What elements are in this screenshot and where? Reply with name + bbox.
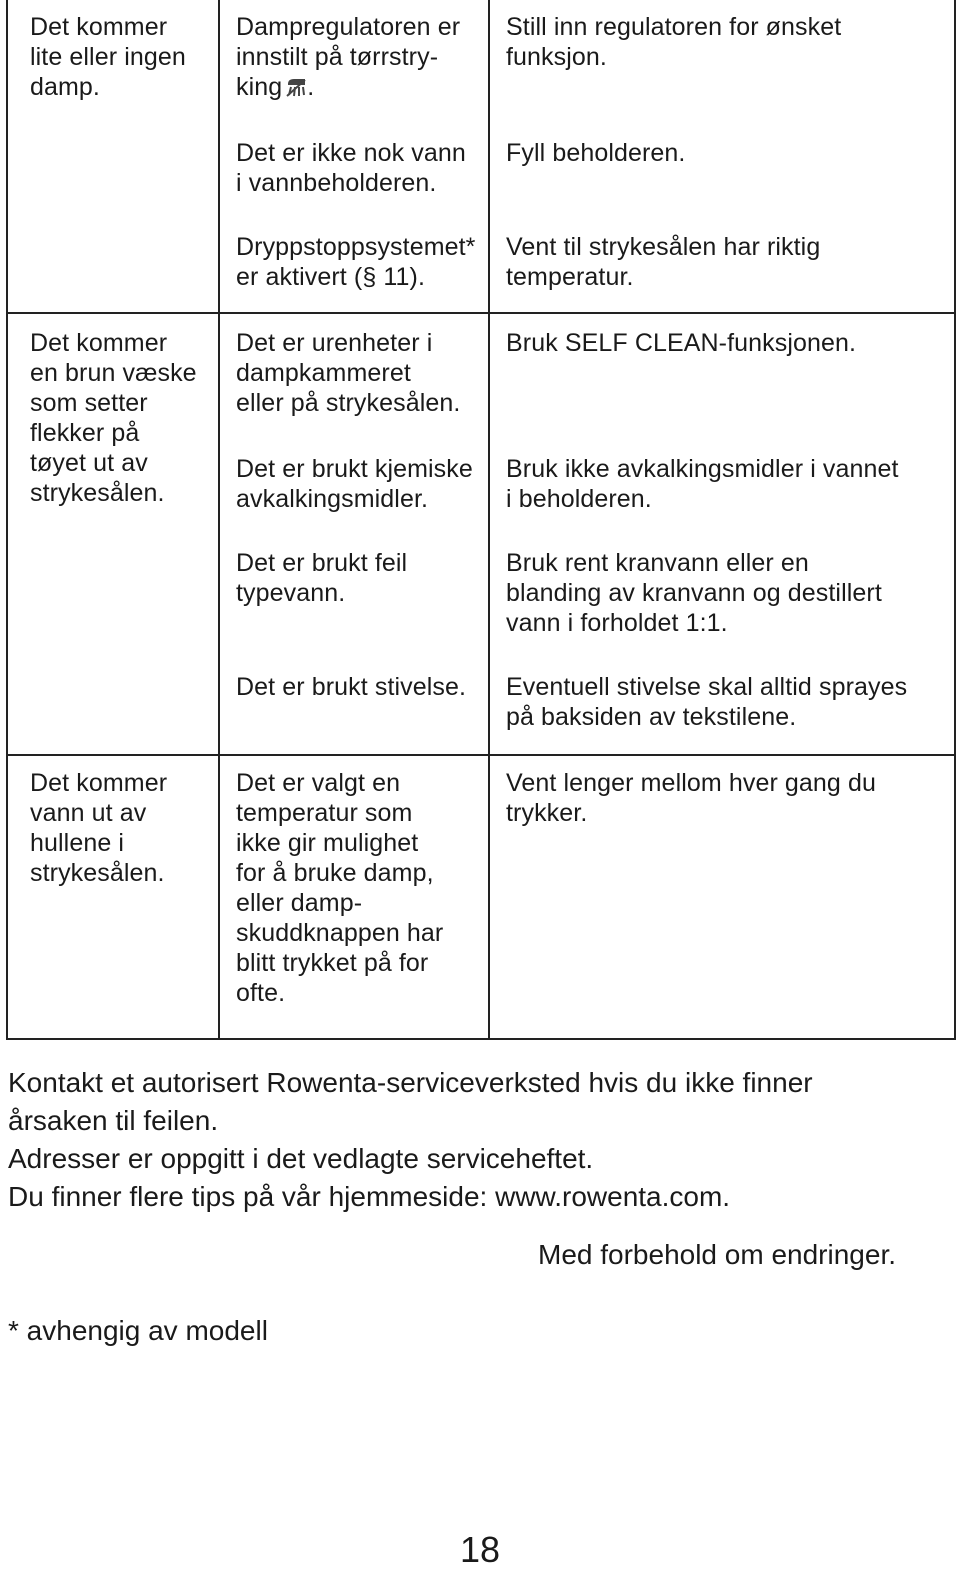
- solution-text: Bruk SELF CLEAN-funksjonen.: [506, 329, 857, 357]
- row-divider: [8, 312, 954, 314]
- cause-text: Det er valgt en temperatur som ikke gir mulighet for å bruke damp, eller damp- skuddknappen har blitt trykket på for ofte.: [236, 769, 444, 1007]
- cause-text: Det er brukt kjemiske avkalkingsmidler.: [236, 455, 473, 513]
- solution-text: Fyll beholderen.: [506, 139, 686, 167]
- page-number: 18: [459, 1529, 501, 1570]
- cause-text: Dampregulatoren er innstilt på tørrstry- king .: [236, 12, 498, 105]
- problem-text: Det kommer lite eller ingen damp.: [30, 13, 186, 101]
- cause-text: Det er brukt stivelse.: [236, 673, 467, 701]
- troubleshooting-table: [6, 0, 956, 1040]
- cause-text: Det er ikke nok vann i vannbeholderen.: [236, 139, 466, 197]
- cause-text: Dryppstoppsystemet* er aktivert (§ 11).: [236, 233, 476, 291]
- solution-text: Bruk ikke avkalkingsmidler i vannet i beholderen.: [506, 455, 899, 513]
- solution-text: Still inn regulatoren for ønsket funksjon.: [506, 13, 842, 71]
- dry-iron-icon: [285, 75, 307, 105]
- cause-text: Det er brukt feil typevann.: [236, 549, 408, 607]
- cause-text: Det er urenheter i dampkammeret eller på strykesålen.: [236, 329, 461, 417]
- solution-text: Vent lenger mellom hver gang du trykker.: [506, 769, 876, 827]
- solution-text: Eventuell stivelse skal alltid sprayes på baksiden av tekstilene.: [506, 673, 908, 731]
- service-contact-text: Kontakt et autorisert Rowenta-serviceverksted hvis du ikke finner årsaken til feilen. Adresser er oppgitt i det vedlagte serviceheftet. Du finner flere tips på vår hjemmeside: www.rowenta.com.: [8, 1067, 813, 1212]
- problem-text: Det kommer vann ut av hullene i strykesålen.: [30, 769, 168, 887]
- solution-text: Bruk rent kranvann eller en blanding av kranvann og destillert vann i forholdet 1:1.: [506, 549, 882, 637]
- disclaimer-text: Med forbehold om endringer.: [538, 1239, 896, 1270]
- row-divider: [8, 754, 954, 756]
- footnote-text: * avhengig av modell: [8, 1315, 268, 1346]
- solution-text: Vent til strykesålen har riktig temperatur.: [506, 233, 821, 291]
- problem-text: Det kommer en brun væske som setter flekker på tøyet ut av strykesålen.: [30, 329, 197, 507]
